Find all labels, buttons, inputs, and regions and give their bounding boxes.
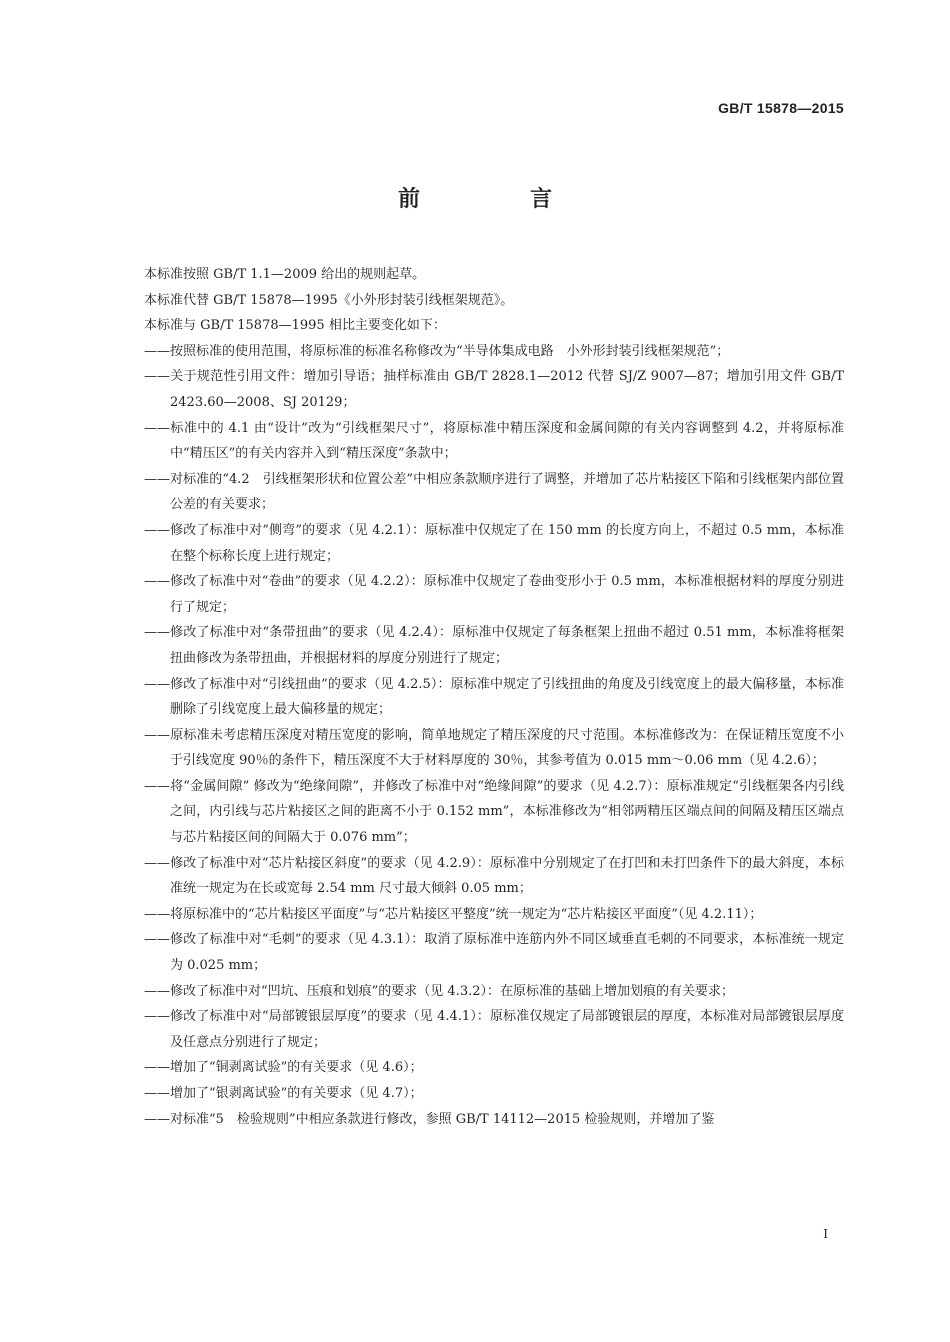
change-item: ——修改了标准中对“卷曲”的要求（见 4.2.2）：原标准中仅规定了卷曲变形小于 0.5 mm，本标准根据材料的厚度分别进行了规定； — [144, 574, 844, 615]
change-item: ——修改了标准中对“凹坑、压痕和划痕”的要求（见 4.3.2）：在原标准的基础上增加划痕的有关要求； — [144, 983, 735, 999]
change-item: ——修改了标准中对“毛刺”的要求（见 4.3.1）：取消了原标准中连筋内外不同区域垂直毛刺的不同要求，本标准统一规定为 0.025 mm； — [144, 932, 844, 974]
change-item: ——增加了“铜剥离试验”的有关要求（见 4.6）； — [144, 1060, 423, 1076]
page-number: I — [823, 1227, 828, 1241]
change-item: ——对标准的“4.2 引线框架形状和位置公差”中相应条款顺序进行了调整，并增加了芯片粘接区下陷和引线框架内部位置公差的有关要求； — [144, 471, 844, 513]
change-item: ——修改了标准中对“引线扭曲”的要求（见 4.2.5）：原标准中规定了引线扭曲的角度及引线宽度上的最大偏移量，本标准删除了引线宽度上最大偏移量的规定； — [144, 676, 844, 718]
change-item: ——关于规范性引用文件：增加引导语；抽样标准由 GB/T 2828.1—2012 代替 SJ/Z 9007—87；增加引用文件 GB/T 2423.60—2008、SJ 20129； — [144, 369, 844, 410]
change-item: ——标准中的 4.1 由“设计”改为“引线框架尺寸”，将原标准中精压深度和金属间隙的有关内容调整到 4.2，并将原标准中“精压区”的有关内容并入到“精压深度”条款中； — [144, 420, 844, 462]
standard-code: GB/T 15878—2015 — [718, 100, 844, 116]
paragraph: 本标准与 GB/T 15878—1995 相比主要变化如下： — [144, 318, 446, 334]
change-item: ——修改了标准中对“侧弯”的要求（见 4.2.1）：原标准中仅规定了在 150 mm 的长度方向上，不超过 0.5 mm，本标准在整个标称长度上进行规定； — [144, 522, 844, 564]
change-item: ——按照标准的使用范围，将原标准的标准名称修改为“半导体集成电路 小外形封装引线框架规范”； — [144, 343, 730, 359]
change-item: ——修改了标准中对“条带扭曲”的要求（见 4.2.4）：原标准中仅规定了每条框架上扭曲不超过 0.51 mm，本标准将框架扭曲修改为条带扭曲，并根据材料的厚度分别进行了规定； — [144, 625, 844, 666]
change-item: ——修改了标准中对“局部镀银层厚度”的要求（见 4.4.1）：原标准仅规定了局部镀银层的厚度，本标准对局部镀银层厚度及任意点分别进行了规定； — [144, 1009, 844, 1050]
change-item: ——修改了标准中对“芯片粘接区斜度”的要求（见 4.2.9）：原标准中分别规定了在打凹和未打凹条件下的最大斜度，本标准统一规定为在长或宽每 2.54 mm 尺寸最大倾斜 0.05 mm； — [144, 855, 844, 897]
page-title: 前 言 — [397, 186, 596, 212]
change-item: ——增加了“银剥离试验”的有关要求（见 4.7）； — [144, 1086, 423, 1101]
change-item: ——对标准“5 检验规则”中相应条款进行修改，参照 GB/T 14112—2015 检验规则，并增加了鉴 — [144, 1111, 715, 1127]
change-item: ——将原标准中的“芯片粘接区平面度”与“芯片粘接区平整度”统一规定为“芯片粘接区平面度”（见 4.2.11）； — [144, 906, 763, 922]
change-item: ——原标准未考虑精压深度对精压宽度的影响，简单地规定了精压深度的尺寸范围。本标准修改为：在保证精压宽度不小于引线宽度 90％的条件下，精压深度不大于材料厚度的 30％，其参考值为 0.015 mm～0.06 mm（见 4.2.6）； — [144, 727, 844, 769]
paragraph: 本标准代替 GB/T 15878—1995《小外形封装引线框架规范》。 — [144, 292, 514, 308]
change-item: ——将“金属间隙” 修改为“绝缘间隙”，并修改了标准中对“绝缘间隙”的要求（见 4.2.7）：原标准规定“引线框架各内引线之间，内引线与芯片粘接区之间的距离不小于 0.152 mm”，本标准修改为“相邻两精压区端点间的间隔及精压区端点与芯片粘接区间的间隔大于 0.076 mm”； — [144, 778, 844, 846]
document-body — [144, 262, 844, 1132]
paragraph: 本标准按照 GB/T 1.1—2009 给出的规则起草。 — [144, 267, 426, 282]
